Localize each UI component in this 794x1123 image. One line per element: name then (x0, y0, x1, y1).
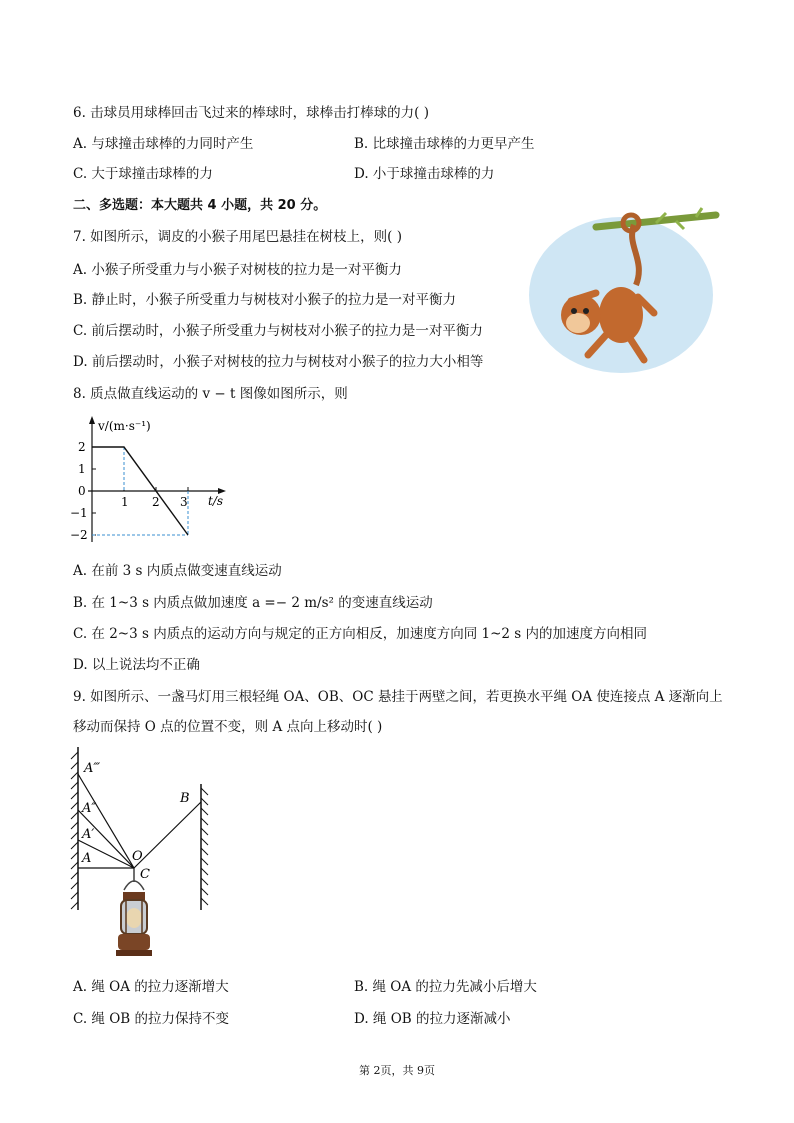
label-c: C (140, 867, 150, 882)
question-7-stem: 7. 如图所示，调皮的小猴子用尾巴悬挂在树枝上，则( ) (73, 229, 402, 245)
q8-option-b: B. 在 1~3 s 内质点做加速度 a =− 2 m/s² 的变速直线运动 (73, 595, 433, 611)
q6-option-c: C. 大于球撞击球棒的力 (73, 166, 213, 182)
rope-ob (134, 802, 201, 868)
page-footer: 第 2页，共 9页 (359, 1064, 435, 1077)
q6-option-a: A. 与球撞击球棒的力同时产生 (73, 136, 254, 152)
question-8-stem: 8. 质点做直线运动的 v − t 图像如图所示，则 (73, 386, 348, 402)
ytick-neg2: −2 (70, 528, 88, 542)
q8-option-d: D. 以上说法均不正确 (73, 657, 200, 673)
label-b: B (180, 791, 190, 806)
xtick-2: 2 (152, 495, 160, 509)
q7-option-b: B. 静止时，小猴子所受重力与树枝对小猴子的拉力是一对平衡力 (73, 292, 457, 308)
q7-option-a: A. 小猴子所受重力与小猴子对树枝的拉力是一对平衡力 (73, 262, 402, 278)
ytick-1: 1 (78, 462, 86, 476)
q9-option-a: A. 绳 OA 的拉力逐渐增大 (73, 979, 229, 995)
ytick-0: 0 (78, 484, 86, 498)
q9-option-d: D. 绳 OB 的拉力逐渐减小 (354, 1011, 511, 1027)
vt-graph (70, 412, 240, 547)
section-title: 二、多选题：本大题共 4 小题，共 20 分。 (73, 198, 327, 213)
lantern-figure (66, 742, 216, 967)
q6-option-d: D. 小于球撞击球棒的力 (354, 166, 495, 182)
question-9-stem-line2: 移动而保持 O 点的位置不变，则 A 点向上移动时( ) (73, 719, 383, 735)
q8-option-c: C. 在 2~3 s 内质点的运动方向与规定的正方向相反，加速度方向同 1~2 s 内的加速度方向相同 (73, 626, 648, 642)
label-o: O (132, 849, 143, 864)
label-a3: A‴ (84, 761, 101, 776)
xtick-1: 1 (121, 495, 129, 509)
ytick-2: 2 (78, 440, 86, 454)
y-axis-label: v/(m·s⁻¹) (98, 419, 151, 433)
q7-option-d: D. 前后摆动时，小猴子对树枝的拉力与树枝对小猴子的拉力大小相等 (73, 354, 484, 370)
q9-option-c: C. 绳 OB 的拉力保持不变 (73, 1011, 230, 1027)
label-a2: A″ (82, 801, 97, 816)
lantern (116, 881, 152, 956)
q6-option-b: B. 比球撞击球棒的力更早产生 (354, 136, 535, 152)
ytick-neg1: −1 (70, 506, 88, 520)
q8-option-a: A. 在前 3 s 内质点做变速直线运动 (73, 563, 282, 579)
question-9-stem-line1: 9. 如图所示、一盏马灯用三根轻绳 OA、OB、OC 悬挂于两壁之间，若更换水平绳 OA 使连接点 A 逐渐向上 (73, 689, 723, 705)
y-axis-arrow (89, 416, 95, 424)
question-6-stem: 6. 击球员用球棒回击飞过来的棒球时，球棒击打棒球的力( ) (73, 105, 429, 121)
x-axis-label: t/s (208, 494, 224, 508)
xtick-3: 3 (180, 495, 188, 509)
monkey-illustration (526, 205, 726, 375)
q9-option-b: B. 绳 OA 的拉力先减小后增大 (354, 979, 537, 995)
q7-option-c: C. 前后摆动时，小猴子所受重力与树枝对小猴子的拉力是一对平衡力 (73, 323, 483, 339)
label-a: A (82, 851, 92, 866)
label-a1: A′ (82, 827, 95, 842)
